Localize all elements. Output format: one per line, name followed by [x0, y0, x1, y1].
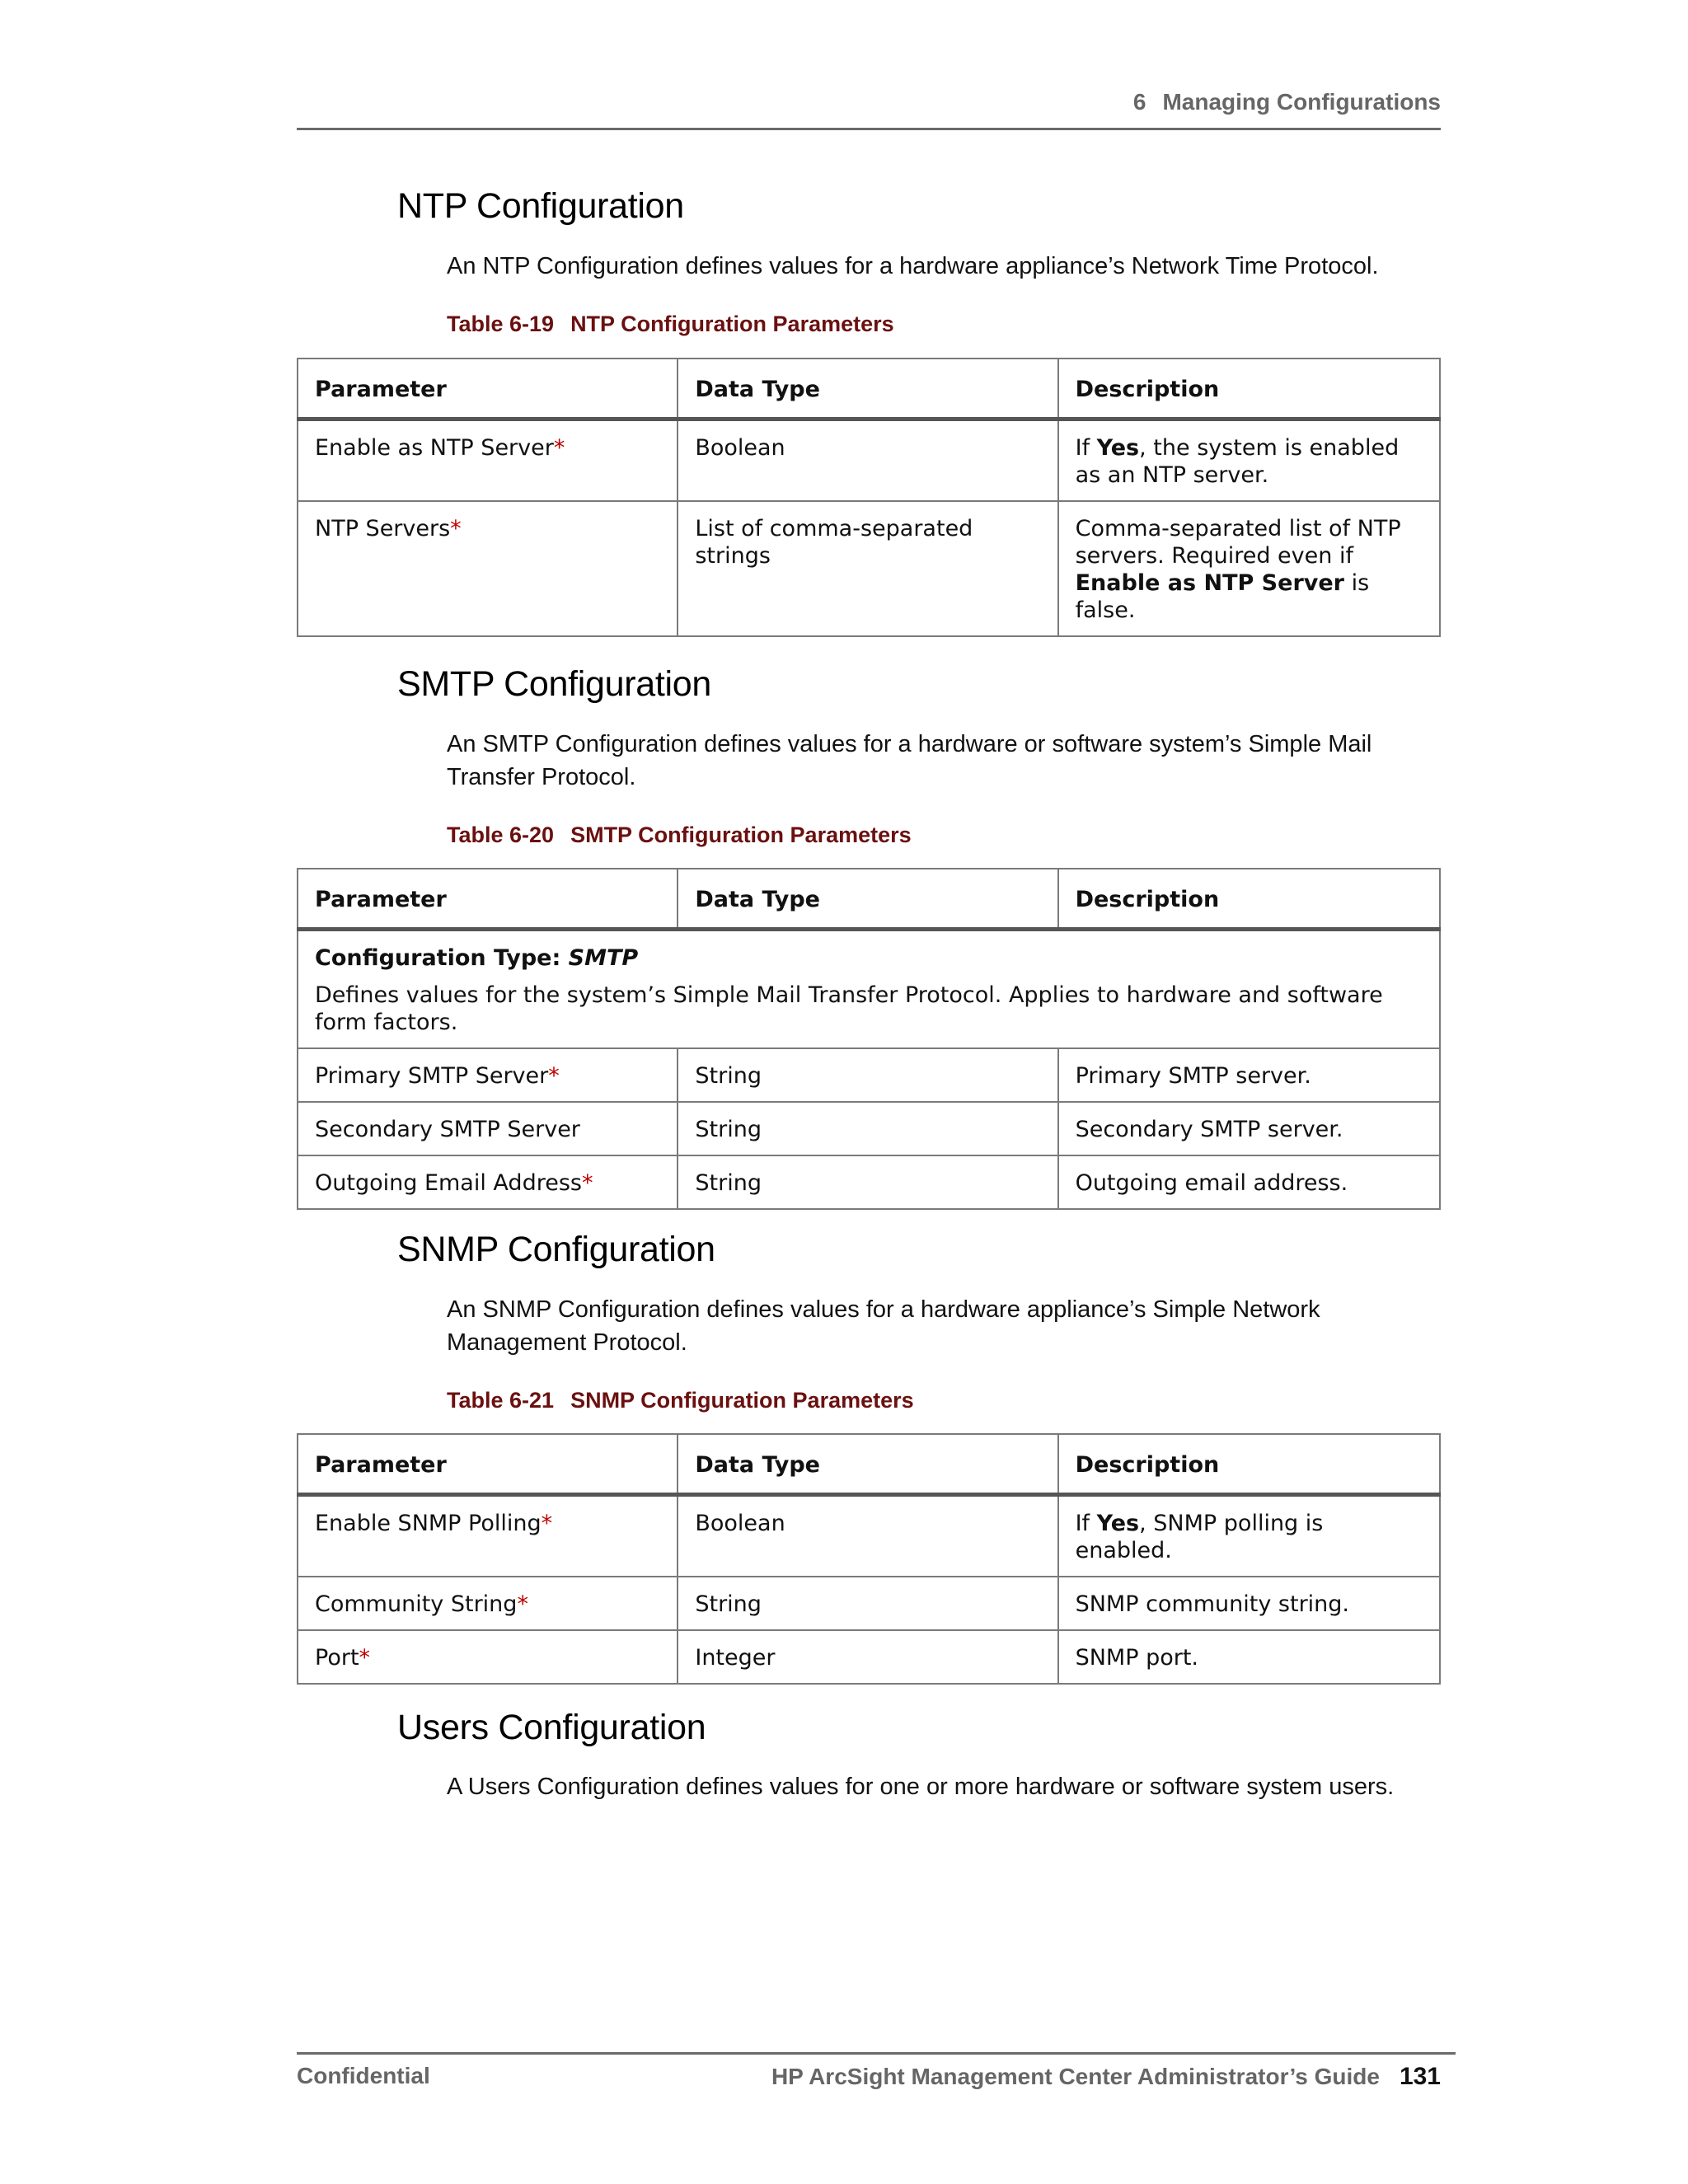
description-text: Comma-separated list of NTP servers. Required even if [1075, 516, 1401, 569]
description-text: is false. [1075, 570, 1370, 623]
ntp-table-caption [447, 312, 894, 337]
description-text: If [1075, 435, 1097, 461]
required-mark: * [553, 435, 565, 461]
snmp-caption-title: SNMP Configuration Parameters [570, 1388, 914, 1413]
required-mark: * [548, 1063, 560, 1089]
required-mark: * [450, 516, 462, 541]
snmp-parameters-table [297, 1433, 1441, 1685]
description-cell [1058, 419, 1440, 502]
page-number: 131 [1399, 2063, 1441, 2090]
ntp-caption-label: Table 6-19 [447, 312, 555, 336]
parameter-name: Primary SMTP Server [315, 1063, 549, 1089]
smtp-intro: An SMTP Configuration defines values for a hardware or software system’s Simple Mail Transfer Protocol. [447, 731, 1372, 790]
column-header: Data Type [678, 869, 1057, 930]
column-header: Parameter [298, 869, 678, 930]
description-cell [1058, 1495, 1440, 1577]
description-cell: Primary SMTP server. [1058, 1048, 1440, 1102]
footer-guide-title: HP ArcSight Management Center Administrator’s Guide [771, 2064, 1380, 2089]
parameter-cell [298, 1155, 678, 1209]
parameter-cell [298, 1102, 678, 1155]
smtp-caption-title: SMTP Configuration Parameters [570, 823, 912, 847]
required-mark: * [541, 1511, 553, 1536]
column-header: Data Type [678, 1434, 1057, 1495]
footer-guide [771, 2063, 1441, 2091]
table-row [298, 1495, 1440, 1577]
snmp-caption-label: Table 6-21 [447, 1388, 555, 1413]
column-header: Description [1058, 359, 1440, 419]
table-header-row [298, 869, 1440, 930]
users-section-title: Users Configuration [397, 1708, 706, 1747]
parameter-name: Community String [315, 1591, 518, 1617]
data-type-cell: String [678, 1155, 1057, 1209]
smtp-table-caption [447, 823, 912, 848]
snmp-section-title: SNMP Configuration [397, 1230, 715, 1269]
table-header-row [298, 359, 1440, 419]
data-type-cell: String [678, 1102, 1057, 1155]
table-row [298, 1048, 1440, 1102]
column-header: Data Type [678, 359, 1057, 419]
column-header: Parameter [298, 1434, 678, 1495]
description-emphasis: Yes [1096, 435, 1140, 461]
parameter-cell [298, 1048, 678, 1102]
table-row [298, 1155, 1440, 1209]
chapter-number: 6 [1132, 89, 1146, 115]
smtp-caption-label: Table 6-20 [447, 823, 555, 847]
required-mark: * [359, 1645, 371, 1671]
snmp-intro: An SNMP Configuration defines values for a hardware appliance’s Simple Network Management Protocol. [447, 1296, 1320, 1356]
data-type-cell: Integer [678, 1630, 1057, 1684]
description-text: , the system is enabled as an NTP server. [1075, 435, 1400, 488]
parameter-name: NTP Servers [315, 516, 451, 541]
data-type-cell: List of comma-separated strings [678, 501, 1057, 636]
ntp-parameters-table [297, 358, 1441, 637]
table-row [298, 1577, 1440, 1630]
data-type-cell: Boolean [678, 1495, 1057, 1577]
users-intro: A Users Configuration defines values for one or more hardware or software system users. [447, 1774, 1395, 1800]
parameter-name: Outgoing Email Address [315, 1170, 582, 1196]
description-emphasis: Yes [1096, 1511, 1140, 1536]
page-footer [297, 2052, 1456, 2091]
description-cell: SNMP port. [1058, 1630, 1440, 1684]
data-type-cell: Boolean [678, 419, 1057, 502]
parameter-name: Enable SNMP Polling [315, 1511, 542, 1536]
configuration-type-label: Configuration Type: [315, 945, 569, 971]
description-cell [1058, 501, 1440, 636]
table-row [298, 419, 1440, 502]
configuration-type-row [298, 930, 1440, 1049]
table-row [298, 1630, 1440, 1684]
parameter-cell [298, 1630, 678, 1684]
configuration-type-description: Defines values for the system’s Simple Mail Transfer Protocol. Applies to hardware and software form factors. [315, 982, 1383, 1035]
data-type-cell: String [678, 1577, 1057, 1630]
required-mark: * [517, 1591, 528, 1617]
smtp-parameters-table [297, 868, 1441, 1210]
column-header: Description [1058, 1434, 1440, 1495]
description-text: If [1075, 1511, 1097, 1536]
description-cell: SNMP community string. [1058, 1577, 1440, 1630]
snmp-table-caption [447, 1388, 914, 1413]
parameter-cell [298, 1495, 678, 1577]
table-header-row [298, 1434, 1440, 1495]
data-type-cell: String [678, 1048, 1057, 1102]
parameter-cell [298, 419, 678, 502]
smtp-section-title: SMTP Configuration [397, 664, 711, 704]
parameter-name: Port [315, 1645, 359, 1671]
ntp-section-title: NTP Configuration [397, 186, 684, 226]
required-mark: * [581, 1170, 593, 1196]
column-header: Description [1058, 869, 1440, 930]
table-row [298, 1102, 1440, 1155]
parameter-name: Secondary SMTP Server [315, 1117, 580, 1142]
ntp-intro: An NTP Configuration defines values for a hardware appliance’s Network Time Protocol. [447, 253, 1379, 279]
description-cell: Secondary SMTP server. [1058, 1102, 1440, 1155]
chapter-title: Managing Configurations [1162, 89, 1441, 115]
configuration-type-cell [298, 930, 1440, 1049]
parameter-cell [298, 501, 678, 636]
description-text: , SNMP polling is enabled. [1075, 1511, 1324, 1563]
configuration-type-value: SMTP [568, 945, 639, 971]
configuration-type-heading [315, 944, 1423, 972]
column-header: Parameter [298, 359, 678, 419]
description-emphasis: Enable as NTP Server [1075, 570, 1344, 596]
parameter-name: Enable as NTP Server [315, 435, 554, 461]
ntp-caption-title: NTP Configuration Parameters [570, 312, 894, 336]
table-row [298, 501, 1440, 636]
page-header [297, 89, 1441, 130]
footer-confidential: Confidential [297, 2063, 430, 2088]
parameter-cell [298, 1577, 678, 1630]
description-cell: Outgoing email address. [1058, 1155, 1440, 1209]
